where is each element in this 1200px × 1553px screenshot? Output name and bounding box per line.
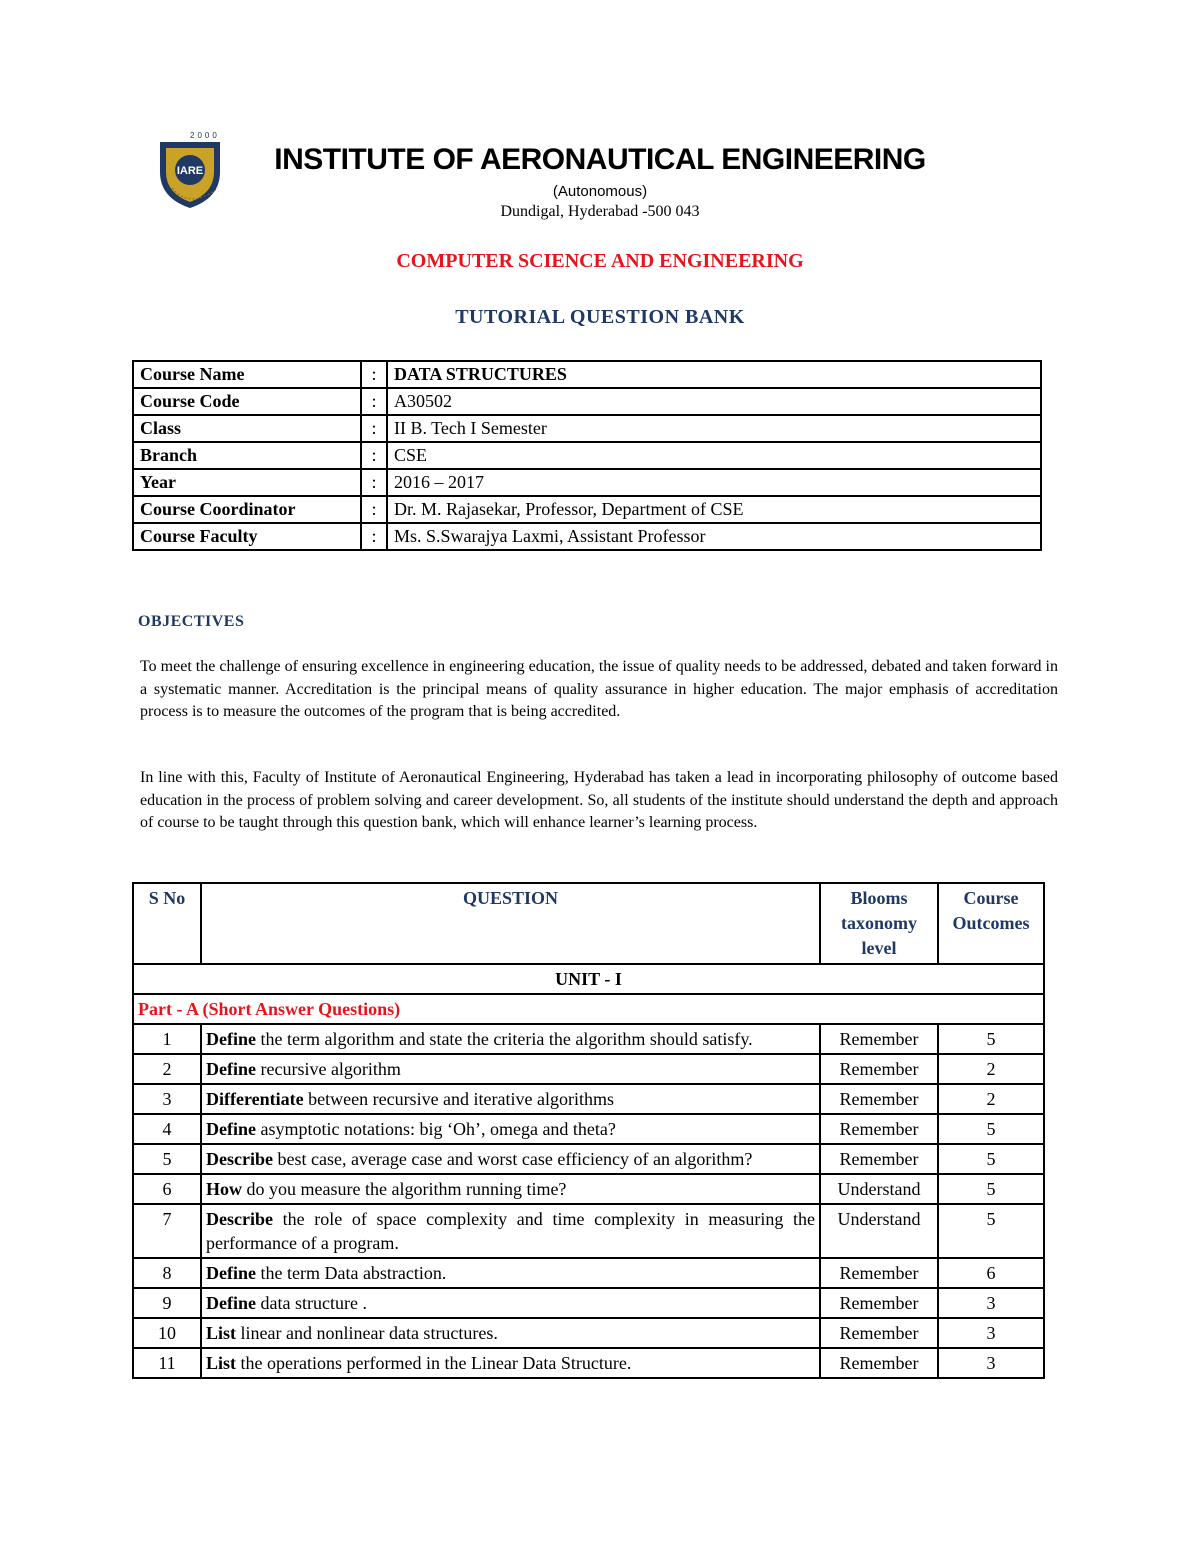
autonomous-label: (Autonomous) xyxy=(552,183,648,200)
info-separator: : xyxy=(361,361,387,388)
info-key: Course Faculty xyxy=(133,523,361,550)
course-info-row xyxy=(133,469,1041,496)
question-verb: How xyxy=(206,1179,242,1199)
question-text xyxy=(201,1174,820,1204)
course-outcome: 2 xyxy=(938,1054,1044,1084)
course-info-row xyxy=(133,388,1041,415)
course-info-row xyxy=(133,496,1041,523)
question-number: 7 xyxy=(133,1204,201,1258)
table-row xyxy=(133,1204,1044,1258)
question-number: 8 xyxy=(133,1258,201,1288)
blooms-level: Remember xyxy=(820,1288,938,1318)
info-key: Course Name xyxy=(133,361,361,388)
header-question: QUESTION xyxy=(201,883,820,964)
question-verb: Define xyxy=(206,1263,256,1283)
question-number: 6 xyxy=(133,1174,201,1204)
document-title: TUTORIAL QUESTION BANK xyxy=(455,306,745,328)
question-verb: Describe xyxy=(206,1149,273,1169)
blooms-level: Remember xyxy=(820,1054,938,1084)
course-outcome: 5 xyxy=(938,1144,1044,1174)
question-text xyxy=(201,1084,820,1114)
course-outcome: 6 xyxy=(938,1258,1044,1288)
info-separator: : xyxy=(361,442,387,469)
header-sno: S No xyxy=(133,883,201,964)
info-key: Course Coordinator xyxy=(133,496,361,523)
department-title: COMPUTER SCIENCE AND ENGINEERING xyxy=(396,250,804,272)
course-outcome: 3 xyxy=(938,1318,1044,1348)
blooms-level: Remember xyxy=(820,1348,938,1378)
institute-address: Dundigal, Hyderabad -500 043 xyxy=(500,203,700,220)
question-rest: the operations performed in the Linear Data Structure. xyxy=(236,1353,632,1373)
question-text xyxy=(201,1204,820,1258)
table-row xyxy=(133,1024,1044,1054)
question-text xyxy=(201,1348,820,1378)
question-verb: Differentiate xyxy=(206,1089,304,1109)
question-text xyxy=(201,1054,820,1084)
table-row xyxy=(133,1054,1044,1084)
blooms-level: Understand xyxy=(820,1204,938,1258)
info-value: DATA STRUCTURES xyxy=(387,361,1041,388)
question-number: 10 xyxy=(133,1318,201,1348)
unit-title: UNIT - I xyxy=(133,964,1044,994)
question-verb: List xyxy=(206,1353,237,1373)
question-text xyxy=(201,1024,820,1054)
question-verb: Define xyxy=(206,1293,256,1313)
course-info-table xyxy=(132,360,1042,551)
question-rest: data structure . xyxy=(255,1293,367,1313)
table-row xyxy=(133,1288,1044,1318)
blooms-level: Remember xyxy=(820,1084,938,1114)
question-rest: the term Data abstraction. xyxy=(255,1263,447,1283)
unit-row xyxy=(133,964,1044,994)
question-number: 3 xyxy=(133,1084,201,1114)
course-outcome: 5 xyxy=(938,1204,1044,1258)
info-value: A30502 xyxy=(387,388,1041,415)
info-value: II B. Tech I Semester xyxy=(387,415,1041,442)
svg-text:2000: 2000 xyxy=(190,131,220,140)
info-separator: : xyxy=(361,523,387,550)
question-table xyxy=(132,882,1045,1379)
table-row xyxy=(133,1318,1044,1348)
table-row xyxy=(133,1174,1044,1204)
question-rest: do you measure the algorithm running time? xyxy=(242,1179,567,1199)
question-rest: between recursive and iterative algorithms xyxy=(303,1089,615,1109)
question-number: 1 xyxy=(133,1024,201,1054)
blooms-level: Remember xyxy=(820,1114,938,1144)
blooms-level: Understand xyxy=(820,1174,938,1204)
question-verb: Define xyxy=(206,1059,256,1079)
header-blooms: Blooms taxonomy level xyxy=(820,883,938,964)
table-row xyxy=(133,1144,1044,1174)
question-verb: Define xyxy=(206,1119,256,1139)
course-outcome: 2 xyxy=(938,1084,1044,1114)
question-verb: Describe xyxy=(206,1209,273,1229)
info-key: Branch xyxy=(133,442,361,469)
info-value: Dr. M. Rajasekar, Professor, Department of CSE xyxy=(387,496,1041,523)
table-row xyxy=(133,1258,1044,1288)
course-outcome: 3 xyxy=(938,1288,1044,1318)
table-row xyxy=(133,1114,1044,1144)
info-separator: : xyxy=(361,415,387,442)
info-value: 2016 – 2017 xyxy=(387,469,1041,496)
question-text xyxy=(201,1258,820,1288)
info-value: CSE xyxy=(387,442,1041,469)
course-info-row xyxy=(133,415,1041,442)
institute-name: INSTITUTE OF AERONAUTICAL ENGINEERING xyxy=(274,143,926,176)
objectives-paragraph: In line with this, Faculty of Institute of Aeronautical Engineering, Hyderabad has taken a lead in incorporating philosophy of outcome based education in the process of problem solving and career development. So, all students of the institute should understand the depth and approach of course to be taught through this question bank, which will enhance learner’s learning process. xyxy=(140,769,1058,831)
info-key: Year xyxy=(133,469,361,496)
question-text xyxy=(201,1114,820,1144)
info-separator: : xyxy=(361,469,387,496)
question-table-header xyxy=(133,883,1044,964)
blooms-level: Remember xyxy=(820,1318,938,1348)
course-outcome: 3 xyxy=(938,1348,1044,1378)
blooms-level: Remember xyxy=(820,1144,938,1174)
question-number: 4 xyxy=(133,1114,201,1144)
question-rest: the role of space complexity and time complexity in measuring the performance of a program. xyxy=(206,1209,815,1253)
info-key: Course Code xyxy=(133,388,361,415)
svg-text:IARE: IARE xyxy=(176,165,204,177)
info-separator: : xyxy=(361,388,387,415)
question-number: 9 xyxy=(133,1288,201,1318)
blooms-level: Remember xyxy=(820,1258,938,1288)
question-verb: List xyxy=(206,1323,237,1343)
objectives-heading: OBJECTIVES xyxy=(138,613,245,630)
blooms-level: Remember xyxy=(820,1024,938,1054)
header-outcomes: Course Outcomes xyxy=(938,883,1044,964)
course-outcome: 5 xyxy=(938,1024,1044,1054)
course-outcome: 5 xyxy=(938,1114,1044,1144)
question-text xyxy=(201,1318,820,1348)
info-value: Ms. S.Swarajya Laxmi, Assistant Professor xyxy=(387,523,1041,550)
course-info-row xyxy=(133,361,1041,388)
question-number: 11 xyxy=(133,1348,201,1378)
question-text xyxy=(201,1288,820,1318)
question-rest: best case, average case and worst case efficiency of an algorithm? xyxy=(272,1149,753,1169)
question-verb: Define xyxy=(206,1029,256,1049)
question-rest: recursive algorithm xyxy=(255,1059,401,1079)
part-title: Part - A (Short Answer Questions) xyxy=(133,994,1044,1024)
course-outcome: 5 xyxy=(938,1174,1044,1204)
table-row xyxy=(133,1084,1044,1114)
question-rest: the term algorithm and state the criteria the algorithm should satisfy. xyxy=(255,1029,753,1049)
course-info-row xyxy=(133,523,1041,550)
part-row xyxy=(133,994,1044,1024)
info-separator: : xyxy=(361,496,387,523)
question-number: 5 xyxy=(133,1144,201,1174)
question-rest: linear and nonlinear data structures. xyxy=(236,1323,498,1343)
table-row xyxy=(133,1348,1044,1378)
info-key: Class xyxy=(133,415,361,442)
course-info-row xyxy=(133,442,1041,469)
question-text xyxy=(201,1144,820,1174)
objectives-paragraph: To meet the challenge of ensuring excellence in engineering education, the issue of quality needs to be addressed, debated and taken forward in a systematic manner. Accreditation is the principal means of quality assurance in higher education. The major emphasis of accreditation process is to measure the outcomes of the program that is being accredited. xyxy=(140,658,1058,720)
question-number: 2 xyxy=(133,1054,201,1084)
question-rest: asymptotic notations: big ‘Oh’, omega and theta? xyxy=(255,1119,616,1139)
